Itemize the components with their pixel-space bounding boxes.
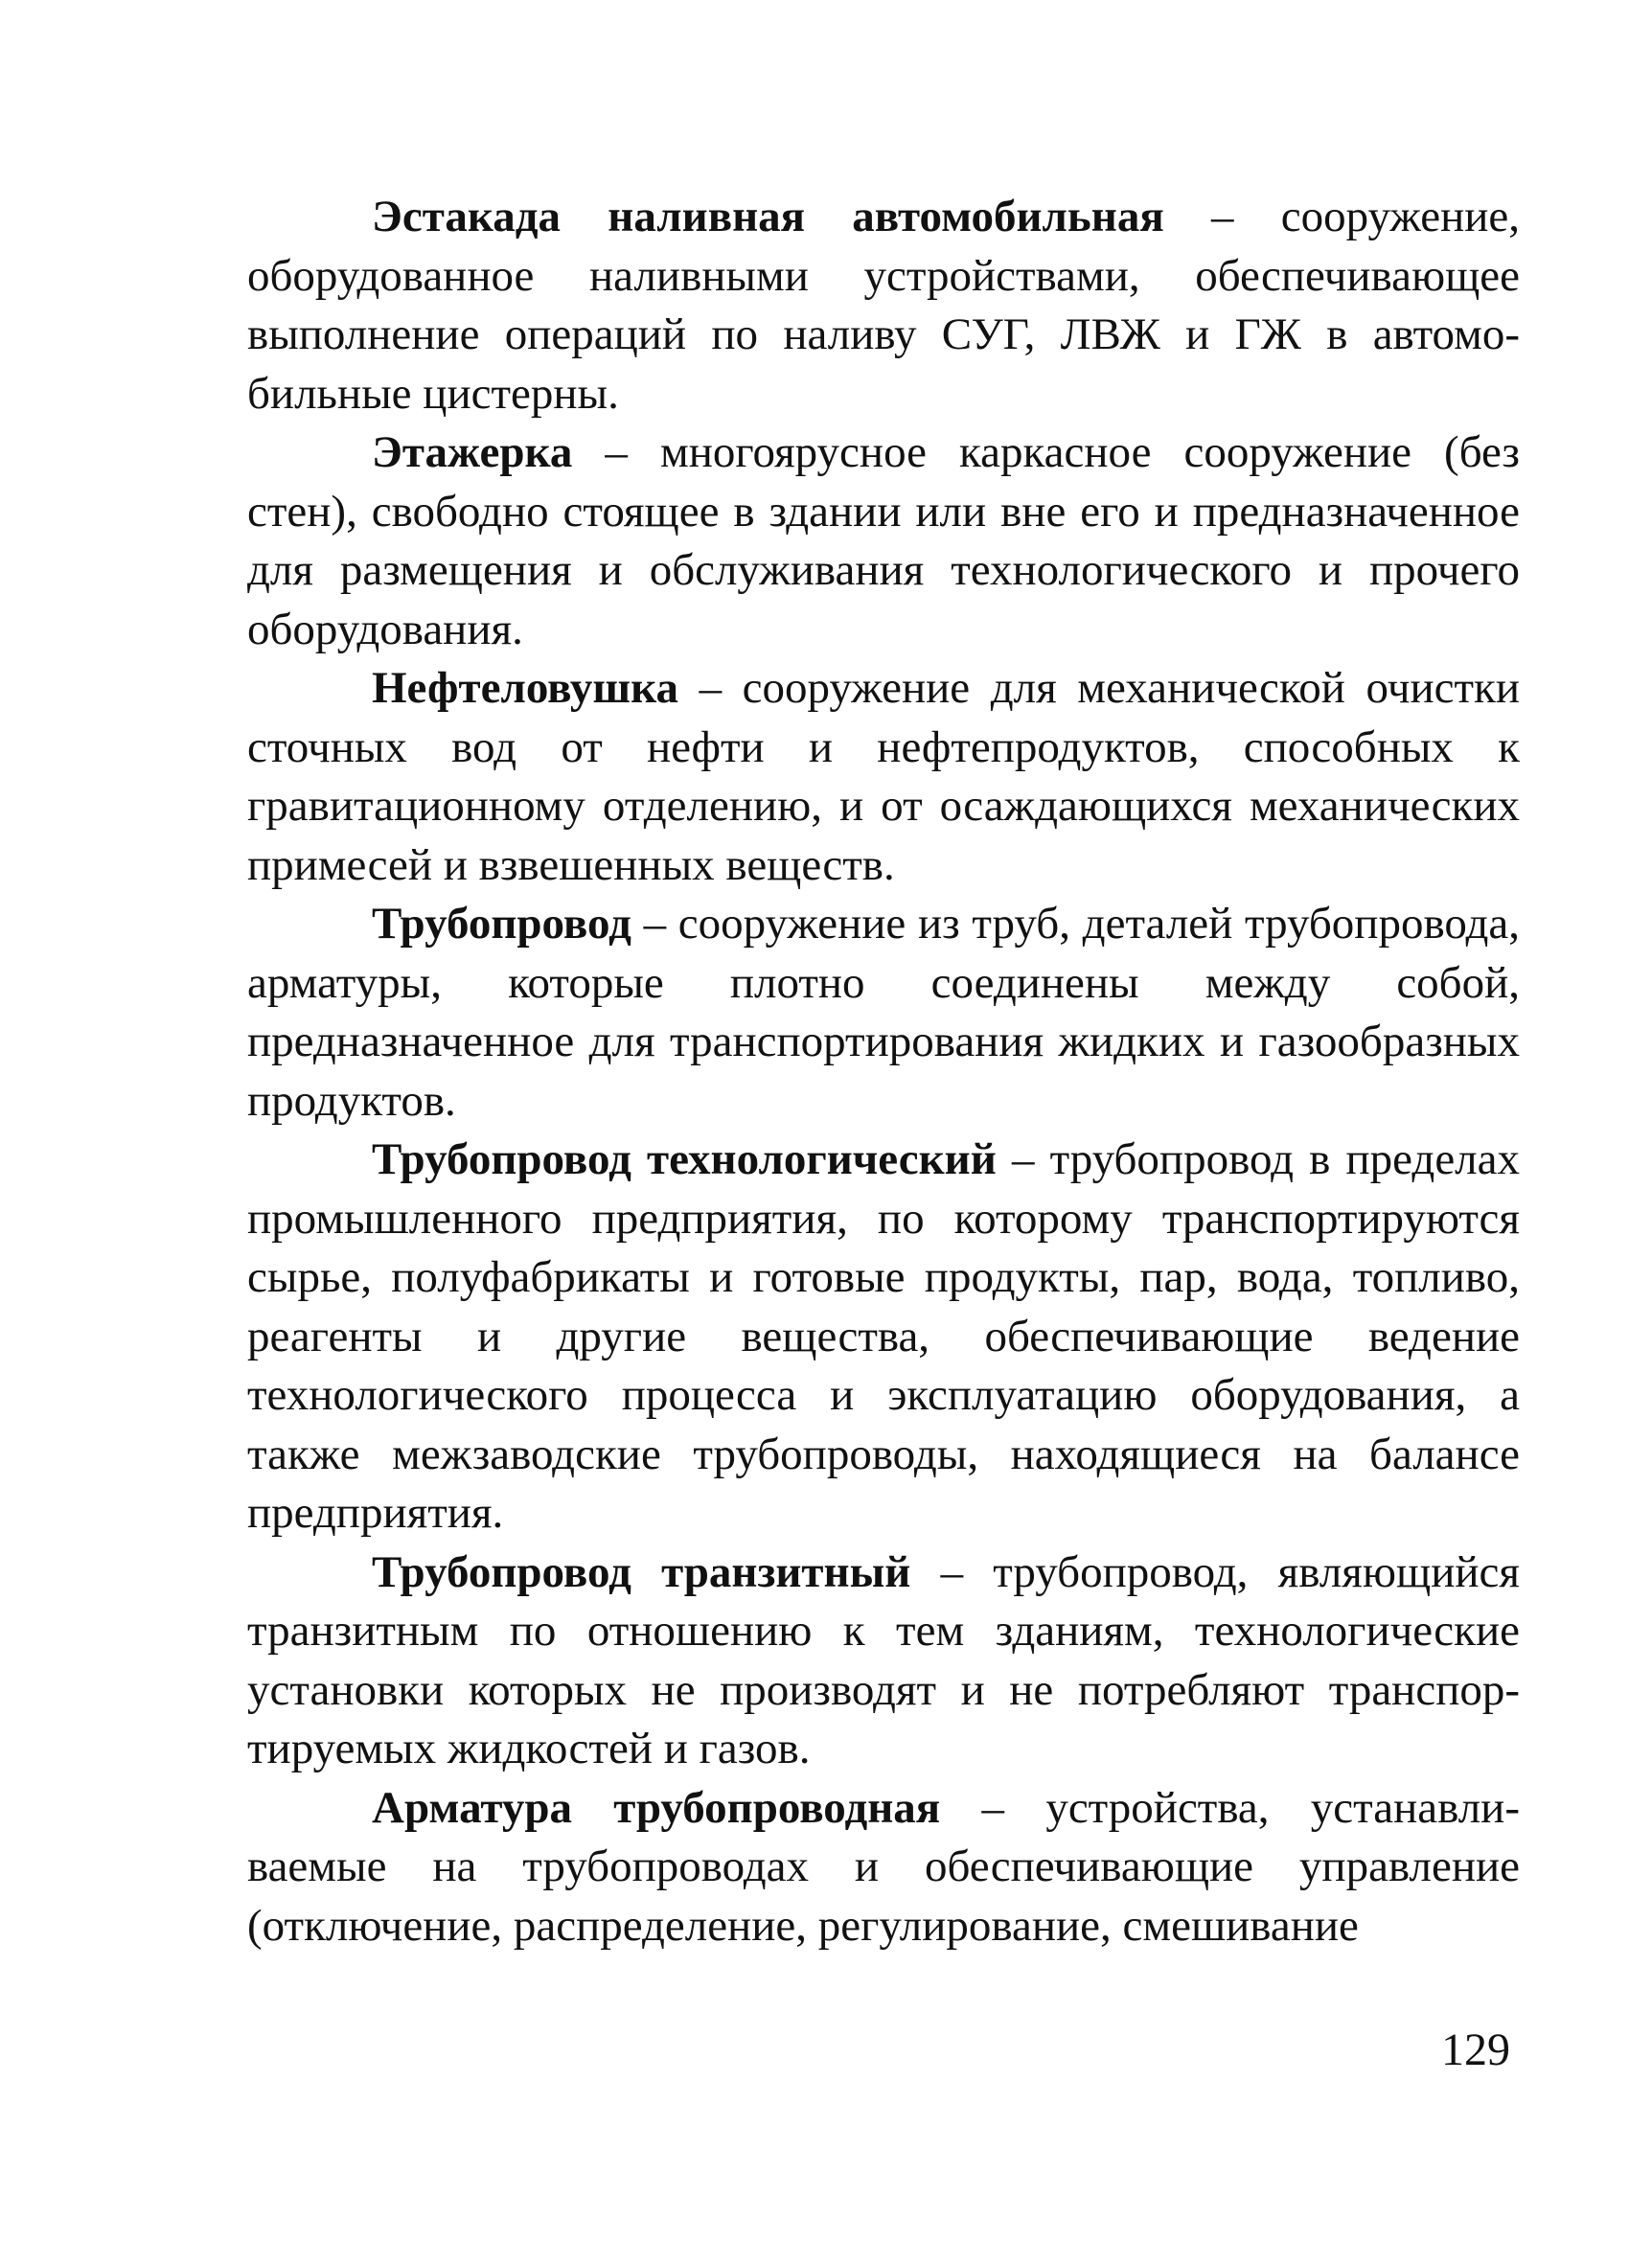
term: Трубопровод транзитный [372,1546,911,1597]
definition-text: – трубопровод, являющийся транзитным по отношению к тем зданиям, технологические установки которых не производят и не потребляют транспортируемых жидкостей и газов. [247,1546,1520,1773]
definition-text: – устройства, устанавливаемые на трубопроводах и обеспечивающие управление (отключение, распределение, регулирование, смешивание [247,1782,1520,1951]
term: Этажерка [372,427,573,477]
definition-paragraph [247,1131,1520,1544]
term: Эстакада наливная автомобильная [372,192,1164,241]
term: Трубопровод технологический [372,1134,997,1184]
page-number: 129 [1441,2024,1510,2075]
definition-text: – сооружение для механической очистки сточных вод от нефти и нефтепродуктов, способных к гравитационному отделению, и от осаждающихся механических примесей и взвешенных веществ. [247,663,1520,890]
definition-text: – сооружение, оборудованное наливными устройствами, обеспечивающее выполнение операций по наливу СУГ, ЛВЖ и ГЖ в автомобильные цистерны. [247,192,1520,419]
definition-paragraph [247,659,1520,895]
term: Нефтеловушка [372,663,678,713]
term: Трубопровод [372,899,631,949]
term: Арматура трубопроводная [372,1782,941,1833]
definition-paragraph [247,895,1520,1131]
definition-text: – сооружение из труб, деталей трубопровода, арматуры, которые плотно соединены между собой, предназначенное для транспортирования жидких и газообразных продуктов. [247,899,1520,1126]
definition-paragraph [247,1544,1520,1779]
document-page [247,188,1520,2104]
definition-paragraph [247,1779,1520,1956]
definition-paragraph [247,188,1520,423]
definition-text: – трубопровод в пределах промышленного предприятия, по которому транспортируются сырье, полуфабрикаты и готовые продукты, пар, вода, топливо, реагенты и другие вещества, обеспечивающие ведение технологического процесса и эксплуатацию оборудования, а также межзаводские трубопроводы, находящиеся на балансе предприятия. [247,1134,1520,1538]
definition-text: – многоярусное каркасное сооружение (без стен), свободно стоящее в здании или вне его и предназначенное для размещения и обслуживания технологического и прочего оборудования. [247,427,1520,654]
definition-paragraph [247,423,1520,659]
